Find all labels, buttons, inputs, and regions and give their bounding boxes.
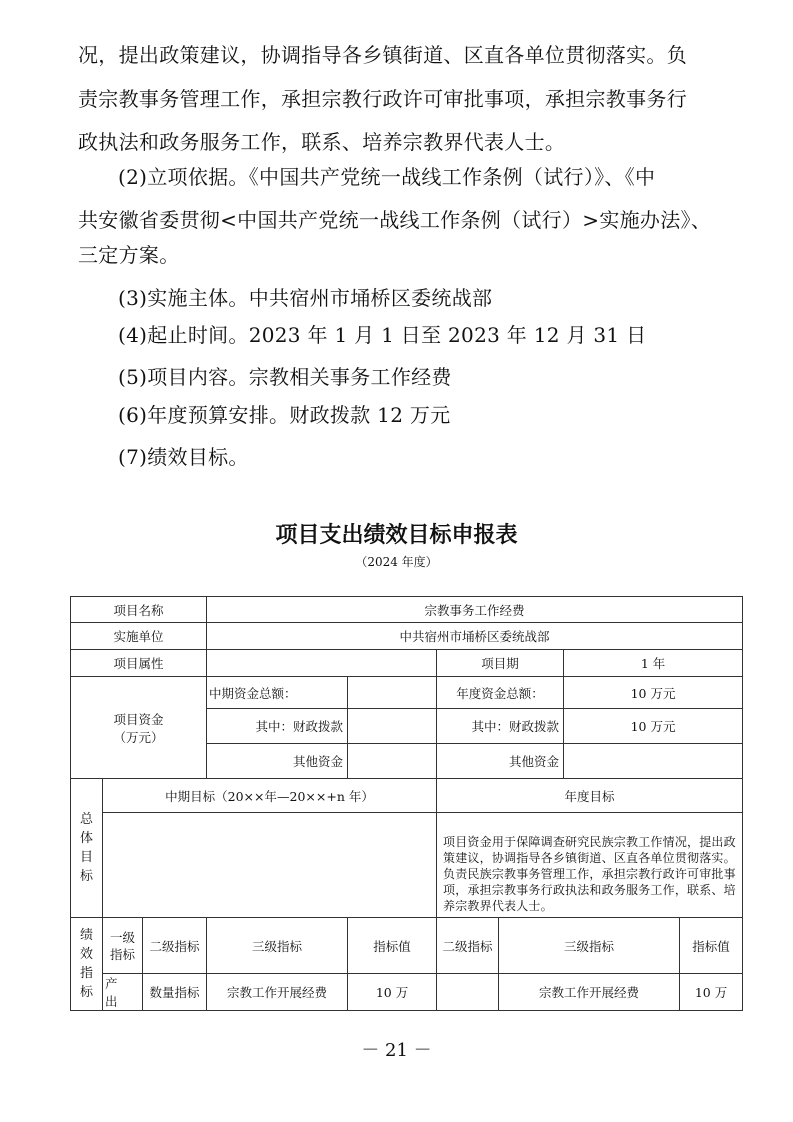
level2-header: 二级指标 [143,918,207,974]
row1-annual-value: 10 万 [680,974,743,1011]
funds-unit: （万元） [113,729,164,745]
body-line: 三定方案。 [78,243,180,267]
perf-indicator-char: 效 [79,947,93,962]
funds-label: 项目资金 [113,711,164,727]
body-line: (5)项目内容。宗教相关事务工作经费 [118,365,452,389]
impl-unit-value: 中共宿州市埇桥区委统战部 [207,623,743,650]
annual-goal-text: 项目资金用于保障调查研究民族宗教工作情况，提出政策建议，协调指导各乡镇街道、区直各单位贯彻落实。负责民族宗教事务管理工作，承担宗教行政许可审批事项，承担宗教事务行政执法和政务服务工作，联系、培养宗教界代表人士。 [437,813,743,918]
body-line: (3)实施主体。中共宿州市埇桥区委统战部 [118,286,493,310]
annual-level3-header: 三级指标 [499,918,680,974]
perf-indicator-label [71,918,103,1011]
mid-total-label: 中期资金总额： [207,677,348,709]
annual-level2-header: 二级指标 [437,918,499,974]
overall-goal-char: 总 [79,812,93,827]
annual-other-value [564,744,743,779]
perf-indicator-char: 指 [79,966,93,981]
project-name-label: 项目名称 [71,597,207,623]
body-line: (6)年度预算安排。财政拨款 12 万元 [118,403,451,427]
mid-other-label: 其他资金 [207,744,348,779]
overall-goal-char: 体 [79,831,93,846]
value-header: 指标值 [348,918,437,974]
annual-total-label: 年度资金总额： [437,677,564,709]
body-line: 责宗教事务管理工作，承担宗教行政许可审批事项，承担宗教事务行 [78,87,687,111]
level3-header: 三级指标 [207,918,348,974]
row1-annual-level3: 宗教工作开展经费 [499,974,680,1011]
mid-goal-header: 中期目标（20××年—20××+n 年） [103,779,437,813]
mid-total-value [348,677,437,709]
perf-indicator-char: 绩 [79,928,93,943]
project-attr-label: 项目属性 [71,650,207,677]
body-line: (4)起止时间。2023 年 1 月 1 日至 2023 年 12 月 31 日 [118,323,647,347]
mid-fiscal-label: 其中：财政拨款 [207,709,348,744]
table-row [71,918,743,974]
annual-goal-header: 年度目标 [437,779,743,813]
body-line: (7)绩效目标。 [118,445,249,469]
body-line: 共安徽省委贯彻<中国共产党统一战线工作条例（试行）>实施办法》、 [78,208,712,232]
overall-goal-char: 目 [79,850,93,865]
table-row [71,813,743,918]
project-name-value: 宗教事务工作经费 [207,597,743,623]
mid-fiscal-value [348,709,437,744]
performance-target-table [70,596,743,1011]
annual-fiscal-label: 其中：财政拨款 [437,709,564,744]
body-line: 政执法和政务服务工作，联系、培养宗教界代表人士。 [78,130,566,154]
project-attr-value [207,650,437,677]
body-line: (2)立项依据。《中国共产党统一战线工作条例（试行）》、《中 [118,165,656,189]
annual-other-label: 其他资金 [437,744,564,779]
row1-annual-level2 [437,974,499,1011]
project-period-value: 1 年 [564,650,743,677]
project-period-label: 项目期 [437,650,564,677]
impl-unit-label: 实施单位 [71,623,207,650]
table-row [71,650,743,677]
page-number: － 21 － [361,1040,432,1061]
table-row [71,779,743,813]
table-row [71,623,743,650]
annual-total-value: 10 万元 [564,677,743,709]
overall-goal-char: 标 [79,869,93,884]
body-line: 况，提出政策建议，协调指导各乡镇街道、区直各单位贯彻落实。负 [78,43,687,67]
level1-header: 一级 指标 [103,918,143,974]
table-row [71,677,743,709]
table-row [71,597,743,623]
perf-indicator-char: 标 [79,985,93,1000]
table-title: 项目支出绩效目标申报表 [275,523,518,548]
annual-fiscal-value: 10 万元 [564,709,743,744]
table-row [71,974,743,1011]
overall-goal-label [71,779,103,918]
project-funds-label [71,677,207,779]
row1-level3: 宗教工作开展经费 [207,974,348,1011]
row1-value: 10 万 [348,974,437,1011]
mid-goal-text [103,813,437,918]
mid-other-value [348,744,437,779]
row1-level1: 产 出 [103,974,143,1011]
table-subtitle: （2024 年度） [355,555,438,569]
annual-value-header: 指标值 [680,918,743,974]
row1-level2: 数量指标 [143,974,207,1011]
